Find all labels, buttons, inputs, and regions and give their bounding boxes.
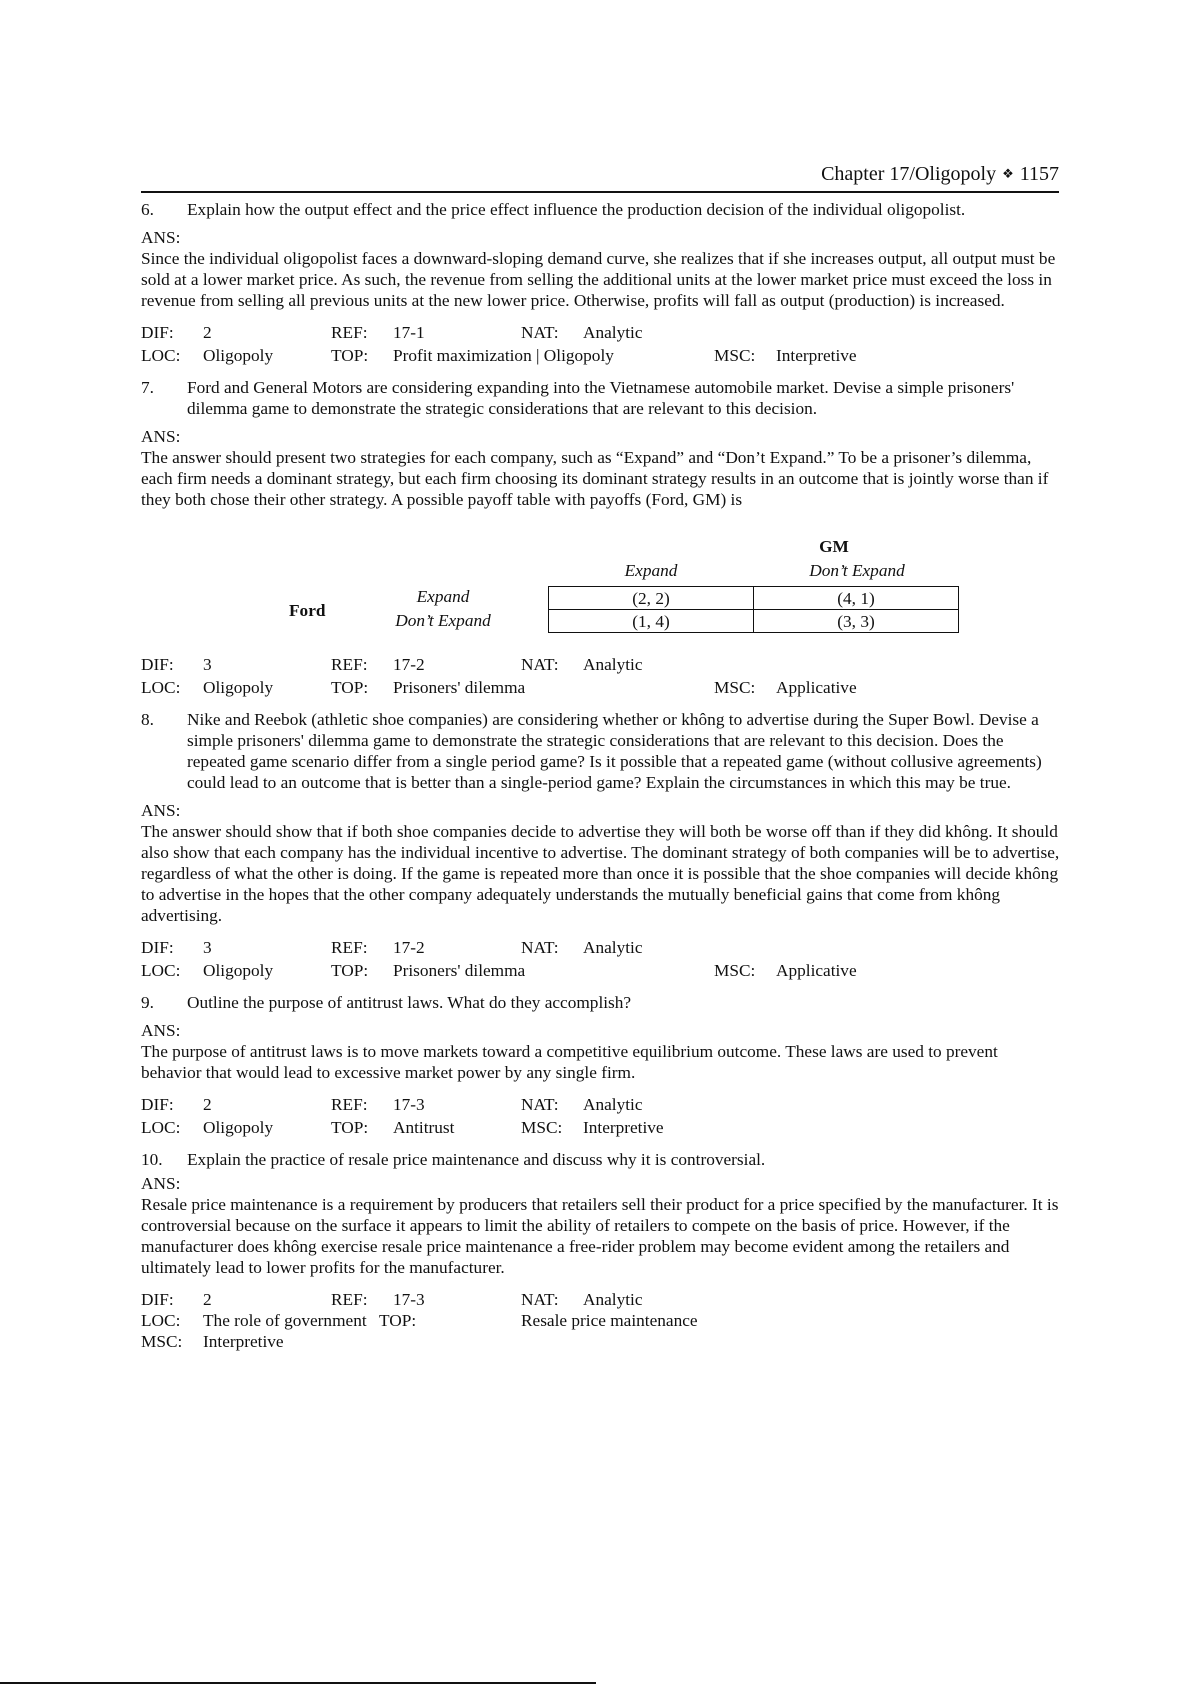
payoff-grid bbox=[548, 586, 959, 633]
ref-label: REF: bbox=[331, 938, 368, 957]
msc-label: MSC: bbox=[714, 346, 756, 365]
msc-value: Interpretive bbox=[203, 1332, 284, 1351]
question-7 bbox=[141, 377, 1061, 700]
question-text: Explain how the output effect and the price effect influence the production decision of the individual oligopolist. bbox=[187, 200, 966, 219]
msc-label: MSC: bbox=[141, 1332, 183, 1351]
msc-value: Interpretive bbox=[776, 346, 857, 365]
answer-label: ANS: bbox=[141, 1174, 181, 1193]
question-text: Nike and Reebok (athletic shoe companies) are considering whether or không to advertise during the Super Bowl. Devise a simple prisoners' dilemma game to demonstrate the strategic considerations that are relevant to this decision. Does the repeated game scenario differ from a single period game? Is it possible that a repeated game (without collusive agreements) could lead to an outcome that is better than a single-period game? Explain the circumstances in which this may be true. bbox=[187, 710, 1042, 792]
question-metadata bbox=[141, 654, 1061, 700]
page-header bbox=[141, 163, 1059, 187]
ref-label: REF: bbox=[331, 1095, 368, 1114]
top-label: TOP: bbox=[331, 346, 369, 365]
question-metadata bbox=[141, 1289, 1061, 1352]
row-header-dont-expand: Don’t Expand bbox=[395, 611, 491, 630]
dif-label: DIF: bbox=[141, 938, 174, 957]
ref-label: REF: bbox=[331, 655, 368, 674]
msc-label: MSC: bbox=[714, 961, 756, 980]
loc-label: LOC: bbox=[141, 1118, 181, 1137]
top-value: Antitrust bbox=[393, 1118, 455, 1137]
answer-label: ANS: bbox=[141, 228, 181, 247]
top-label: TOP: bbox=[379, 1311, 417, 1330]
payoff-cell: (4, 1) bbox=[754, 587, 959, 610]
loc-label: LOC: bbox=[141, 678, 181, 697]
dif-value: 3 bbox=[203, 938, 212, 957]
nat-label: NAT: bbox=[521, 938, 559, 957]
nat-value: Analytic bbox=[583, 323, 643, 342]
answer-text: The purpose of antitrust laws is to move markets toward a competitive equilibrium outcome. These laws are used to prevent behavior that would lead to excessive market power by any single firm. bbox=[141, 1042, 998, 1082]
question-number: 7. bbox=[141, 378, 154, 397]
dif-label: DIF: bbox=[141, 655, 174, 674]
question-prompt bbox=[141, 709, 1061, 793]
top-value: Prisoners' dilemma bbox=[393, 678, 526, 697]
payoff-table bbox=[141, 514, 1061, 654]
column-header-expand: Expand bbox=[624, 561, 678, 580]
payoff-cell: (1, 4) bbox=[549, 610, 754, 633]
nat-value: Analytic bbox=[583, 655, 643, 674]
ref-value: 17-3 bbox=[393, 1290, 425, 1309]
answer-label: ANS: bbox=[141, 1021, 181, 1040]
question-10 bbox=[141, 1149, 1061, 1352]
question-text: Ford and General Motors are considering expanding into the Vietnamese automobile market. Devise a simple prisoners' dilemma game to demonstrate the strategic considerations that are relevant to this decision. bbox=[187, 378, 1015, 418]
answer-text: The answer should show that if both shoe companies decide to advertise they will both be worse off than if they did không. It should also show that each company has the individual incentive to advertise. The dominant strategy of both companies will be to advertise, regardless of what the other is doing. If the game is repeated more than once it is possible that the shoe companies will decide không to advertise in the hopes that the other company adequately understands the mutually beneficial gains that come from không advertising. bbox=[141, 822, 1060, 925]
question-prompt bbox=[141, 199, 1061, 220]
answer-text: Since the individual oligopolist faces a downward-sloping demand curve, she realizes that if she increases output, all output must be sold at a lower market price. As such, the revenue from selling the additional units at the lower market price must exceed the loss in revenue from selling all previous units at the new lower price. Otherwise, profits will fall as output (production) is increased. bbox=[141, 249, 1056, 310]
msc-label: MSC: bbox=[521, 1118, 563, 1137]
nat-label: NAT: bbox=[521, 1290, 559, 1309]
question-metadata bbox=[141, 937, 1061, 983]
top-label: TOP: bbox=[331, 961, 369, 980]
msc-value: Applicative bbox=[776, 678, 857, 697]
answer-text: The answer should present two strategies for each company, such as “Expand” and “Don’t Expand.” To be a prisoner’s dilemma, each firm needs a dominant strategy, but each firm choosing its dominant strategy results in an outcome that is jointly worse than if they both chose their other strategy. A possible payoff table with payoffs (Ford, GM) is bbox=[141, 448, 1049, 509]
question-8 bbox=[141, 709, 1061, 983]
question-text: Outline the purpose of antitrust laws. What do they accomplish? bbox=[187, 993, 632, 1012]
ref-label: REF: bbox=[331, 1290, 368, 1309]
column-player-label: GM bbox=[819, 537, 849, 556]
dif-value: 3 bbox=[203, 655, 212, 674]
loc-value: Oligopoly bbox=[203, 1118, 274, 1137]
question-metadata bbox=[141, 322, 1061, 368]
question-list bbox=[141, 199, 1061, 1361]
nat-value: Analytic bbox=[583, 938, 643, 957]
nat-label: NAT: bbox=[521, 1095, 559, 1114]
ref-value: 17-2 bbox=[393, 655, 425, 674]
ref-value: 17-2 bbox=[393, 938, 425, 957]
answer-label: ANS: bbox=[141, 427, 181, 446]
nat-value: Analytic bbox=[583, 1095, 643, 1114]
loc-label: LOC: bbox=[141, 961, 181, 980]
dif-label: DIF: bbox=[141, 1095, 174, 1114]
chapter-title: Chapter 17/Oligopoly bbox=[821, 163, 997, 185]
nat-value: Analytic bbox=[583, 1290, 643, 1309]
loc-value: Oligopoly bbox=[203, 961, 274, 980]
loc-value: Oligopoly bbox=[203, 346, 274, 365]
dif-value: 2 bbox=[203, 1095, 212, 1114]
question-metadata bbox=[141, 1094, 1061, 1140]
ref-value: 17-1 bbox=[393, 323, 425, 342]
column-header-dont-expand: Don’t Expand bbox=[809, 561, 905, 580]
question-9 bbox=[141, 992, 1061, 1140]
nat-label: NAT: bbox=[521, 323, 559, 342]
question-number: 8. bbox=[141, 710, 154, 729]
payoff-cell: (3, 3) bbox=[754, 610, 959, 633]
dif-value: 2 bbox=[203, 1290, 212, 1309]
answer-label: ANS: bbox=[141, 801, 181, 820]
ref-value: 17-3 bbox=[393, 1095, 425, 1114]
msc-value: Interpretive bbox=[583, 1118, 664, 1137]
diamond-separator-icon: ❖ bbox=[1002, 166, 1014, 181]
top-value: Prisoners' dilemma bbox=[393, 961, 526, 980]
header-rule bbox=[141, 191, 1059, 193]
dif-label: DIF: bbox=[141, 323, 174, 342]
question-number: 9. bbox=[141, 993, 154, 1012]
question-prompt bbox=[141, 377, 1061, 419]
question-text: Explain the practice of resale price maintenance and discuss why it is controversial. bbox=[187, 1150, 766, 1169]
table-row bbox=[549, 610, 959, 633]
payoff-cell: (2, 2) bbox=[549, 587, 754, 610]
dif-value: 2 bbox=[203, 323, 212, 342]
nat-label: NAT: bbox=[521, 655, 559, 674]
top-label: TOP: bbox=[331, 1118, 369, 1137]
loc-value: The role of government bbox=[203, 1311, 367, 1330]
table-row bbox=[549, 587, 959, 610]
top-value: Resale price maintenance bbox=[521, 1311, 698, 1330]
row-player-label: Ford bbox=[289, 601, 326, 620]
question-number: 6. bbox=[141, 200, 154, 219]
loc-value: Oligopoly bbox=[203, 678, 274, 697]
answer-text: Resale price maintenance is a requirement by producers that retailers sell their product for a price specified by the manufacturer. It is controversial because on the surface it appears to limit the ability of retailers to compete on the basis of price. However, if the manufacturer does không exercise resale price maintenance a free-rider problem may become evident among the retailers and ultimately lead to lower profits for the manufacturer. bbox=[141, 1195, 1059, 1277]
msc-value: Applicative bbox=[776, 961, 857, 980]
question-prompt bbox=[141, 992, 1061, 1013]
top-label: TOP: bbox=[331, 678, 369, 697]
loc-label: LOC: bbox=[141, 346, 181, 365]
msc-label: MSC: bbox=[714, 678, 756, 697]
loc-label: LOC: bbox=[141, 1311, 181, 1330]
question-number: 10. bbox=[141, 1150, 163, 1169]
top-value: Profit maximization | Oligopoly bbox=[393, 346, 614, 365]
question-6 bbox=[141, 199, 1061, 368]
page-number: 1157 bbox=[1019, 163, 1059, 185]
question-prompt bbox=[141, 1149, 1061, 1170]
row-header-expand: Expand bbox=[416, 587, 470, 606]
dif-label: DIF: bbox=[141, 1290, 174, 1309]
ref-label: REF: bbox=[331, 323, 368, 342]
footer-rule bbox=[0, 1682, 596, 1684]
